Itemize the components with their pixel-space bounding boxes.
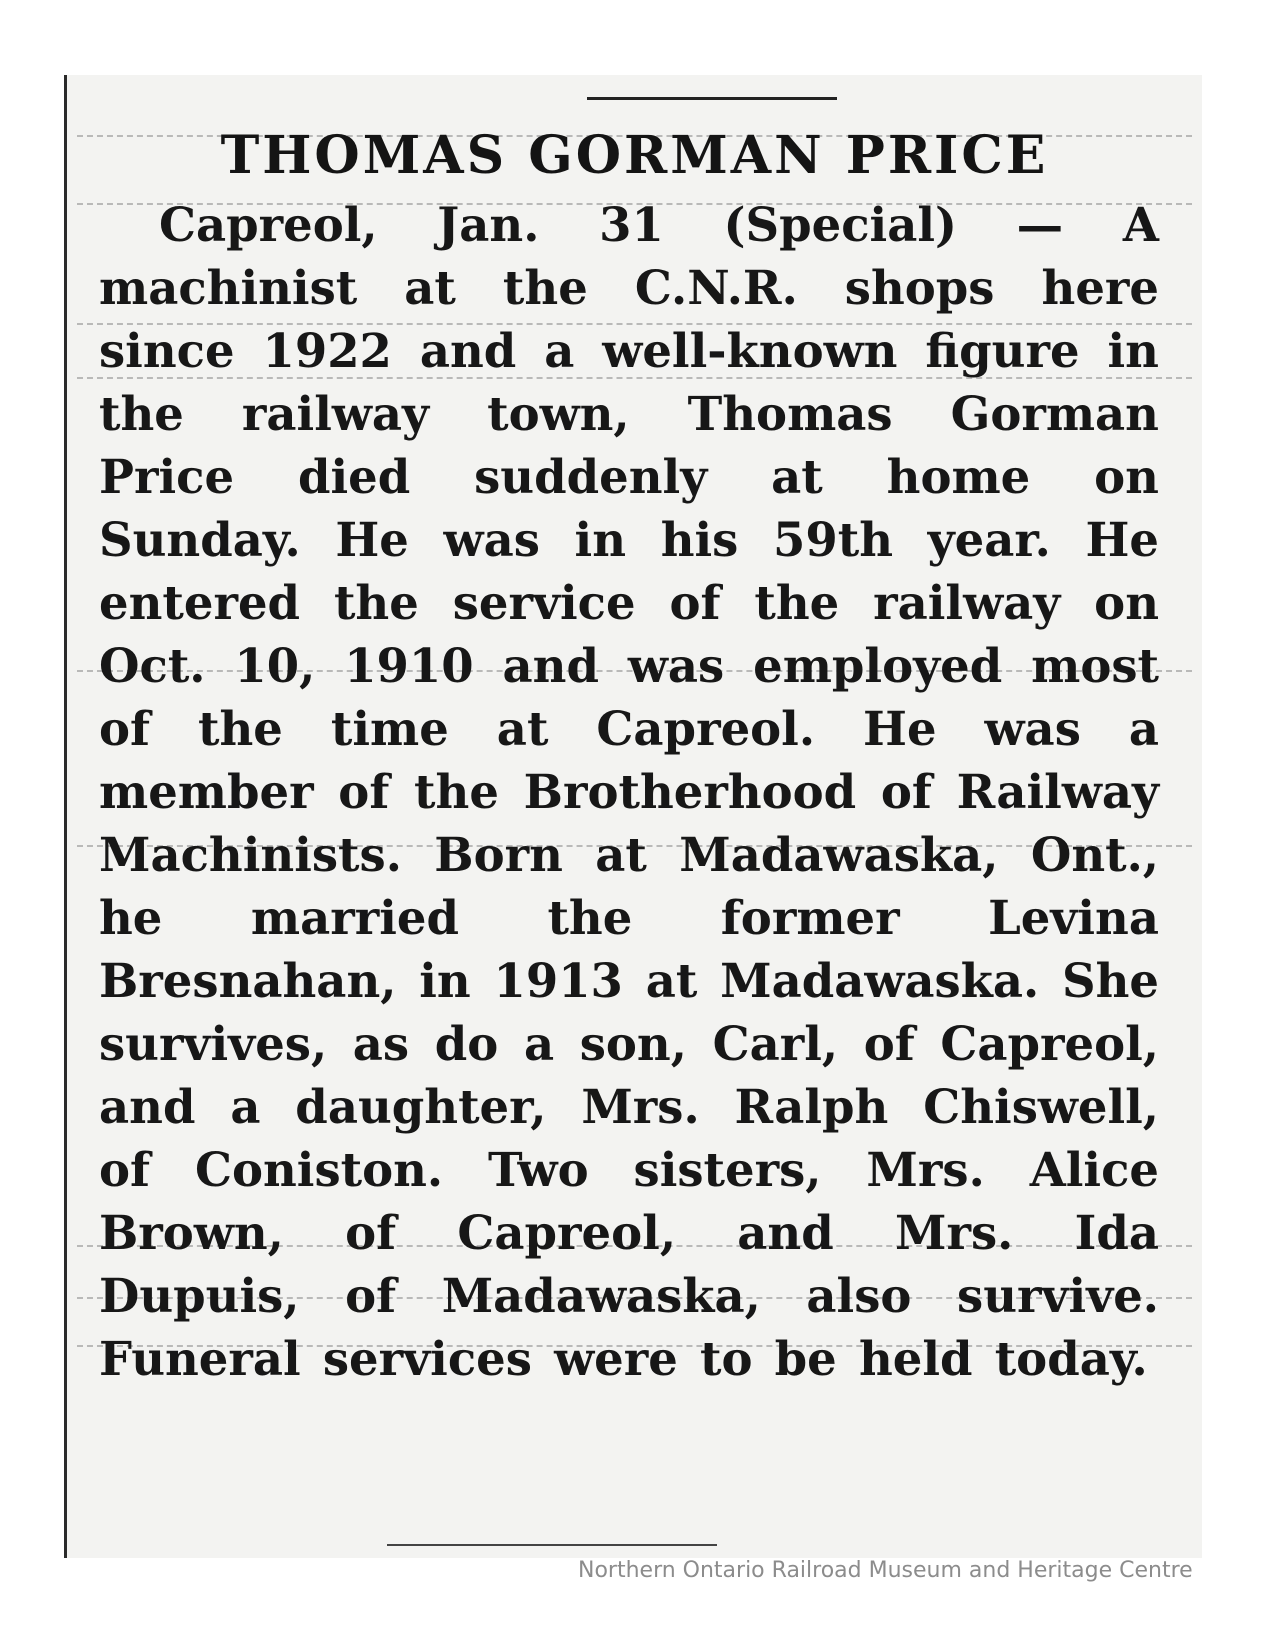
bottom-rule (387, 1544, 717, 1546)
newspaper-clipping (64, 75, 1202, 1558)
headline: THOMAS GORMAN PRICE (220, 125, 1049, 186)
dateline: Capreol, Jan. 31 (Special) — (159, 197, 1064, 252)
article-body (99, 193, 1159, 1390)
museum-credit: Northern Ontario Railroad Museum and Heritage Centre (578, 1558, 1193, 1583)
top-rule (587, 97, 837, 100)
article-text: A machinist at the C.N.R. shops here since 1922 and a well-known figure in the railway town, Thomas Gorman Price died suddenly at home on Sunday. He was in his 59th year. He entered the service of the railway on Oct. 10, 1910 and was employed most of the time at Capreol. He was a member of the Brotherhood of Railway Machinists. Born at Madawaska, Ont., he married the former Levina Bresnahan, in 1913 at Madawaska. She survives, as do a son, Carl, of Capreol, and a daughter, Mrs. Ralph Chiswell, of Coniston. Two sisters, Mrs. Alice Brown, of Capreol, and Mrs. Ida Dupuis, of Madawaska, also survive. Funeral services were to be held today. (99, 197, 1159, 1386)
